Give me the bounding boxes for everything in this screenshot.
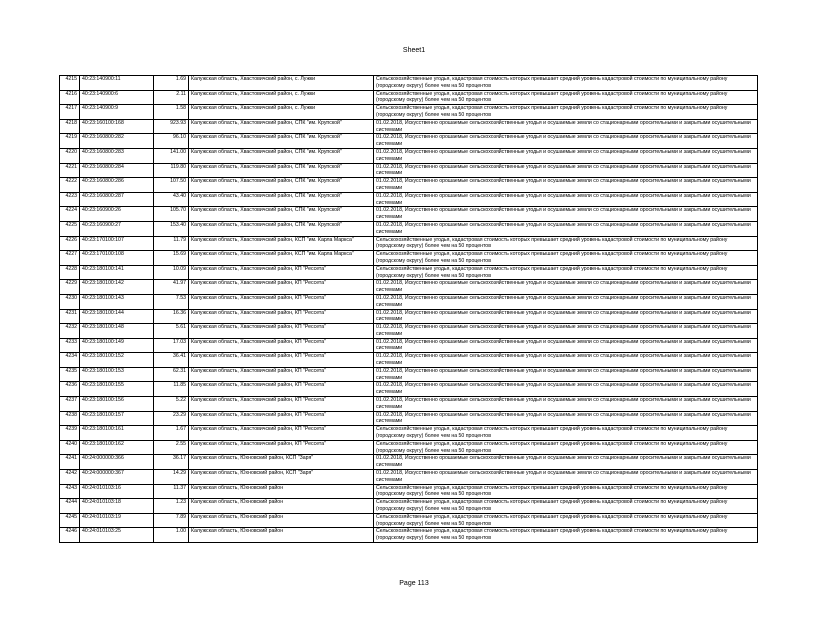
cadastral-number: 40:23:160900:26 [80, 207, 154, 222]
cadastral-number: 40:23:180100:148 [80, 324, 154, 339]
area-value: 923.93 [154, 119, 189, 134]
address-cell: Калужская область, Хвастовичский район, КП "Рессета" [189, 411, 374, 426]
sheet-title: Sheet1 [402, 47, 426, 54]
table-row [60, 411, 758, 426]
table-row [60, 251, 758, 266]
cadastral-number: 40:23:160800:284 [80, 163, 154, 178]
cadastral-number: 40:24:010103:18 [80, 499, 154, 514]
area-value: 36.17 [154, 455, 189, 470]
area-value: 43.40 [154, 192, 189, 207]
row-number: 4223 [60, 192, 80, 207]
table-row [60, 382, 758, 397]
area-value: 7.53 [154, 294, 189, 309]
category-description: 01.02.2018, Искусственно орошаемые сельскохозяйственные угодья и осушаемые земли со стационарными оросительными и закрытыми осушительными системами [374, 221, 758, 236]
row-number: 4221 [60, 163, 80, 178]
table-row [60, 178, 758, 193]
table-row [60, 440, 758, 455]
cadastral-number: 40:23:140900:6 [80, 90, 154, 105]
address-cell: Калужская область, Юхновский район [189, 513, 374, 528]
row-number: 4237 [60, 397, 80, 412]
table-row [60, 90, 758, 105]
row-number: 4243 [60, 484, 80, 499]
table-row [60, 367, 758, 382]
table-row [60, 280, 758, 295]
cadastral-number: 40:23:170100:108 [80, 251, 154, 266]
category-description: 01.02.2018, Искусственно орошаемые сельскохозяйственные угодья и осушаемые земли со стационарными оросительными и закрытыми осушительными системами [374, 470, 758, 485]
table-row [60, 221, 758, 236]
row-number: 4227 [60, 251, 80, 266]
area-value: 153.40 [154, 221, 189, 236]
cadastral-number: 40:23:180100:162 [80, 440, 154, 455]
table-row [60, 353, 758, 368]
category-description: Сельскохозяйственные угодья, кадастровая стоимость которых превышает средний уровень кадастровой стоимости по муниципальному району (городскому округу) более чем на 50 процентов [374, 440, 758, 455]
area-value: 105.70 [154, 207, 189, 222]
row-number: 4218 [60, 119, 80, 134]
address-cell: Калужская область, Хвастовичский район, КП "Рессета" [189, 265, 374, 280]
category-description: 01.02.2018, Искусственно орошаемые сельскохозяйственные угодья и осушаемые земли со стационарными оросительными и закрытыми осушительными системами [374, 119, 758, 134]
cadastral-number: 40:24:010103:16 [80, 484, 154, 499]
area-value: 107.50 [154, 178, 189, 193]
address-cell: Калужская область, Хвастовичский район, СПК "им. Крупской" [189, 192, 374, 207]
cadastral-number: 40:23:180100:142 [80, 280, 154, 295]
row-number: 4217 [60, 105, 80, 120]
address-cell: Калужская область, Хвастовичский район, СПК "им. Крупской" [189, 163, 374, 178]
row-number: 4222 [60, 178, 80, 193]
row-number: 4224 [60, 207, 80, 222]
category-description: 01.02.2018, Искусственно орошаемые сельскохозяйственные угодья и осушаемые земли со стационарными оросительными и закрытыми осушительными системами [374, 382, 758, 397]
table-row [60, 513, 758, 528]
area-value: 2.11 [154, 90, 189, 105]
address-cell: Калужская область, Хвастовичский район, КП "Рессета" [189, 367, 374, 382]
category-description: 01.02.2018, Искусственно орошаемые сельскохозяйственные угодья и осушаемые земли со стационарными оросительными и закрытыми осушительными системами [374, 367, 758, 382]
row-number: 4241 [60, 455, 80, 470]
area-value: 14.29 [154, 470, 189, 485]
cadastral-number: 40:23:170100:107 [80, 236, 154, 251]
cadastral-number: 40:23:180100:152 [80, 353, 154, 368]
address-cell: Калужская область, Юхновский район [189, 528, 374, 543]
area-value: 11.37 [154, 484, 189, 499]
area-value: 10.09 [154, 265, 189, 280]
category-description: 01.02.2018, Искусственно орошаемые сельскохозяйственные угодья и осушаемые земли со стационарными оросительными и закрытыми осушительными системами [374, 338, 758, 353]
category-description: 01.02.2018, Искусственно орошаемые сельскохозяйственные угодья и осушаемые земли со стационарными оросительными и закрытыми осушительными системами [374, 280, 758, 295]
table-row [60, 105, 758, 120]
cadastral-number: 40:24:010103:25 [80, 528, 154, 543]
address-cell: Калужская область, Юхновский район [189, 499, 374, 514]
table-row [60, 309, 758, 324]
cadastral-number: 40:24:010103:19 [80, 513, 154, 528]
table-row [60, 119, 758, 134]
row-number: 4231 [60, 309, 80, 324]
land-parcels-table [59, 75, 758, 543]
address-cell: Калужская область, Хвастовичский район, СПК "им. Крупской" [189, 178, 374, 193]
page-number: Page 113 [399, 580, 429, 587]
address-cell: Калужская область, Хвастовичский район, КП "Рессета" [189, 309, 374, 324]
row-number: 4228 [60, 265, 80, 280]
area-value: 15.69 [154, 251, 189, 266]
cadastral-number: 40:23:180100:144 [80, 309, 154, 324]
cadastral-number: 40:23:180100:161 [80, 426, 154, 441]
table-row [60, 265, 758, 280]
table-row [60, 134, 758, 149]
cadastral-number: 40:23:180100:141 [80, 265, 154, 280]
table-row [60, 470, 758, 485]
area-value: 62.31 [154, 367, 189, 382]
address-cell: Калужская область, Хвастовичский район, КП "Рессета" [189, 426, 374, 441]
table-row [60, 192, 758, 207]
table-row [60, 397, 758, 412]
row-number: 4225 [60, 221, 80, 236]
area-value: 17.03 [154, 338, 189, 353]
cadastral-number: 40:24:000000:367 [80, 470, 154, 485]
area-value: 11.85 [154, 382, 189, 397]
address-cell: Калужская область, Хвастовичский район, СПК "им. Крупской" [189, 207, 374, 222]
row-number: 4236 [60, 382, 80, 397]
table-row [60, 207, 758, 222]
table-row [60, 294, 758, 309]
category-description: 01.02.2018, Искусственно орошаемые сельскохозяйственные угодья и осушаемые земли со стационарными оросительными и закрытыми осушительными системами [374, 178, 758, 193]
address-cell: Калужская область, Хвастовичский район, СПК "им. Крупской" [189, 119, 374, 134]
area-value: 2.55 [154, 440, 189, 455]
address-cell: Калужская область, Юхновский район [189, 484, 374, 499]
cadastral-number: 40:23:160900:27 [80, 221, 154, 236]
row-number: 4216 [60, 90, 80, 105]
cadastral-number: 40:23:160800:286 [80, 178, 154, 193]
area-value: 1.23 [154, 499, 189, 514]
category-description: Сельскохозяйственные угодья, кадастровая стоимость которых превышает средний уровень кадастровой стоимости по муниципальному району (городскому округу) более чем на 50 процентов [374, 426, 758, 441]
category-description: 01.02.2018, Искусственно орошаемые сельскохозяйственные угодья и осушаемые земли со стационарными оросительными и закрытыми осушительными системами [374, 397, 758, 412]
row-number: 4215 [60, 76, 80, 91]
row-number: 4238 [60, 411, 80, 426]
area-value: 41.97 [154, 280, 189, 295]
area-value: 23.29 [154, 411, 189, 426]
address-cell: Калужская область, Хвастовичский район, КП "Рессета" [189, 397, 374, 412]
area-value: 16.36 [154, 309, 189, 324]
row-number: 4245 [60, 513, 80, 528]
row-number: 4239 [60, 426, 80, 441]
address-cell: Калужская область, Хвастовичский район, с. Лужки [189, 105, 374, 120]
category-description: 01.02.2018, Искусственно орошаемые сельскохозяйственные угодья и осушаемые земли со стационарными оросительными и закрытыми осушительными системами [374, 455, 758, 470]
address-cell: Калужская область, Хвастовичский район, КП "Рессета" [189, 440, 374, 455]
row-number: 4233 [60, 338, 80, 353]
area-value: 1.58 [154, 105, 189, 120]
category-description: Сельскохозяйственные угодья, кадастровая стоимость которых превышает средний уровень кадастровой стоимости по муниципальному району (городскому округу) более чем на 50 процентов [374, 105, 758, 120]
category-description: Сельскохозяйственные угодья, кадастровая стоимость которых превышает средний уровень кадастровой стоимости по муниципальному району (городскому округу) более чем на 50 процентов [374, 265, 758, 280]
area-value: 11.79 [154, 236, 189, 251]
cadastral-number: 40:23:180100:155 [80, 382, 154, 397]
category-description: Сельскохозяйственные угодья, кадастровая стоимость которых превышает средний уровень кадастровой стоимости по муниципальному району (городскому округу) более чем на 50 процентов [374, 90, 758, 105]
area-value: 119.80 [154, 163, 189, 178]
address-cell: Калужская область, Хвастовичский район, СПК "им. Крупской" [189, 221, 374, 236]
table-row [60, 484, 758, 499]
category-description: 01.02.2018, Искусственно орошаемые сельскохозяйственные угодья и осушаемые земли со стационарными оросительными и закрытыми осушительными системами [374, 163, 758, 178]
address-cell: Калужская область, Хвастовичский район, КП "Рессета" [189, 382, 374, 397]
row-number: 4220 [60, 148, 80, 163]
category-description: 01.02.2018, Искусственно орошаемые сельскохозяйственные угодья и осушаемые земли со стационарными оросительными и закрытыми осушительными системами [374, 207, 758, 222]
table-row [60, 324, 758, 339]
area-value: 96.10 [154, 134, 189, 149]
row-number: 4230 [60, 294, 80, 309]
table-row [60, 426, 758, 441]
table-row [60, 236, 758, 251]
category-description: 01.02.2018, Искусственно орошаемые сельскохозяйственные угодья и осушаемые земли со стационарными оросительными и закрытыми осушительными системами [374, 192, 758, 207]
area-value: 1.69 [154, 76, 189, 91]
address-cell: Калужская область, Хвастовичский район, КП "Рессета" [189, 324, 374, 339]
table-row [60, 163, 758, 178]
cadastral-number: 40:23:180100:143 [80, 294, 154, 309]
category-description: Сельскохозяйственные угодья, кадастровая стоимость которых превышает средний уровень кадастровой стоимости по муниципальному району (городскому округу) более чем на 50 процентов [374, 513, 758, 528]
row-number: 4235 [60, 367, 80, 382]
category-description: Сельскохозяйственные угодья, кадастровая стоимость которых превышает средний уровень кадастровой стоимости по муниципальному району (городскому округу) более чем на 50 процентов [374, 236, 758, 251]
address-cell: Калужская область, Хвастовичский район, КП "Рессета" [189, 353, 374, 368]
address-cell: Калужская область, Юхновский район, КСП "Заря" [189, 455, 374, 470]
cadastral-number: 40:23:160100:168 [80, 119, 154, 134]
row-number: 4242 [60, 470, 80, 485]
category-description: Сельскохозяйственные угодья, кадастровая стоимость которых превышает средний уровень кадастровой стоимости по муниципальному району (городскому округу) более чем на 50 процентов [374, 499, 758, 514]
row-number: 4229 [60, 280, 80, 295]
address-cell: Калужская область, Юхновский район, КСП "Заря" [189, 470, 374, 485]
category-description: 01.02.2018, Искусственно орошаемые сельскохозяйственные угодья и осушаемые земли со стационарными оросительными и закрытыми осушительными системами [374, 134, 758, 149]
category-description: Сельскохозяйственные угодья, кадастровая стоимость которых превышает средний уровень кадастровой стоимости по муниципальному району (городскому округу) более чем на 50 процентов [374, 251, 758, 266]
area-value: 5.22 [154, 397, 189, 412]
cadastral-number: 40:23:160800:287 [80, 192, 154, 207]
cadastral-number: 40:23:140900:11 [80, 76, 154, 91]
category-description: 01.02.2018, Искусственно орошаемые сельскохозяйственные угодья и осушаемые земли со стационарными оросительными и закрытыми осушительными системами [374, 294, 758, 309]
address-cell: Калужская область, Хвастовичский район, КП "Рессета" [189, 338, 374, 353]
area-value: 1.67 [154, 426, 189, 441]
address-cell: Калужская область, Хвастовичский район, с. Лужки [189, 76, 374, 91]
row-number: 4219 [60, 134, 80, 149]
area-value: 36.41 [154, 353, 189, 368]
table-row [60, 338, 758, 353]
address-cell: Калужская область, Хвастовичский район, с. Лужки [189, 90, 374, 105]
table-row [60, 528, 758, 543]
cadastral-number: 40:23:180100:153 [80, 367, 154, 382]
row-number: 4232 [60, 324, 80, 339]
cadastral-number: 40:23:160800:283 [80, 148, 154, 163]
row-number: 4240 [60, 440, 80, 455]
table-row [60, 76, 758, 91]
table-row [60, 499, 758, 514]
cadastral-number: 40:23:140900:9 [80, 105, 154, 120]
area-value: 141.00 [154, 148, 189, 163]
address-cell: Калужская область, Хвастовичский район, СПК "им. Крупской" [189, 134, 374, 149]
category-description: 01.02.2018, Искусственно орошаемые сельскохозяйственные угодья и осушаемые земли со стационарными оросительными и закрытыми осушительными системами [374, 324, 758, 339]
area-value: 5.61 [154, 324, 189, 339]
cadastral-number: 40:23:180100:156 [80, 397, 154, 412]
row-number: 4244 [60, 499, 80, 514]
category-description: 01.02.2018, Искусственно орошаемые сельскохозяйственные угодья и осушаемые земли со стационарными оросительными и закрытыми осушительными системами [374, 411, 758, 426]
address-cell: Калужская область, Хвастовичский район, КП "Рессета" [189, 280, 374, 295]
cadastral-number: 40:23:180100:157 [80, 411, 154, 426]
address-cell: Калужская область, Хвастовичский район, КСП "им. Карла Маркса" [189, 236, 374, 251]
table-row [60, 455, 758, 470]
address-cell: Калужская область, Хвастовичский район, КСП "им. Карла Маркса" [189, 251, 374, 266]
category-description: Сельскохозяйственные угодья, кадастровая стоимость которых превышает средний уровень кадастровой стоимости по муниципальному району (городскому округу) более чем на 50 процентов [374, 484, 758, 499]
row-number: 4246 [60, 528, 80, 543]
area-value: 1.00 [154, 528, 189, 543]
category-description: Сельскохозяйственные угодья, кадастровая стоимость которых превышает средний уровень кадастровой стоимости по муниципальному району (городскому округу) более чем на 50 процентов [374, 76, 758, 91]
category-description: Сельскохозяйственные угодья, кадастровая стоимость которых превышает средний уровень кадастровой стоимости по муниципальному району (городскому округу) более чем на 50 процентов [374, 528, 758, 543]
address-cell: Калужская область, Хвастовичский район, СПК "им. Крупской" [189, 148, 374, 163]
area-value: 7.89 [154, 513, 189, 528]
address-cell: Калужская область, Хвастовичский район, КП "Рессета" [189, 294, 374, 309]
table-row [60, 148, 758, 163]
category-description: 01.02.2018, Искусственно орошаемые сельскохозяйственные угодья и осушаемые земли со стационарными оросительными и закрытыми осушительными системами [374, 148, 758, 163]
category-description: 01.02.2018, Искусственно орошаемые сельскохозяйственные угодья и осушаемые земли со стационарными оросительными и закрытыми осушительными системами [374, 353, 758, 368]
table-body [60, 76, 758, 543]
cadastral-number: 40:23:180100:149 [80, 338, 154, 353]
row-number: 4234 [60, 353, 80, 368]
row-number: 4226 [60, 236, 80, 251]
cadastral-number: 40:23:160800:282 [80, 134, 154, 149]
category-description: 01.02.2018, Искусственно орошаемые сельскохозяйственные угодья и осушаемые земли со стационарными оросительными и закрытыми осушительными системами [374, 309, 758, 324]
cadastral-number: 40:24:000000:366 [80, 455, 154, 470]
